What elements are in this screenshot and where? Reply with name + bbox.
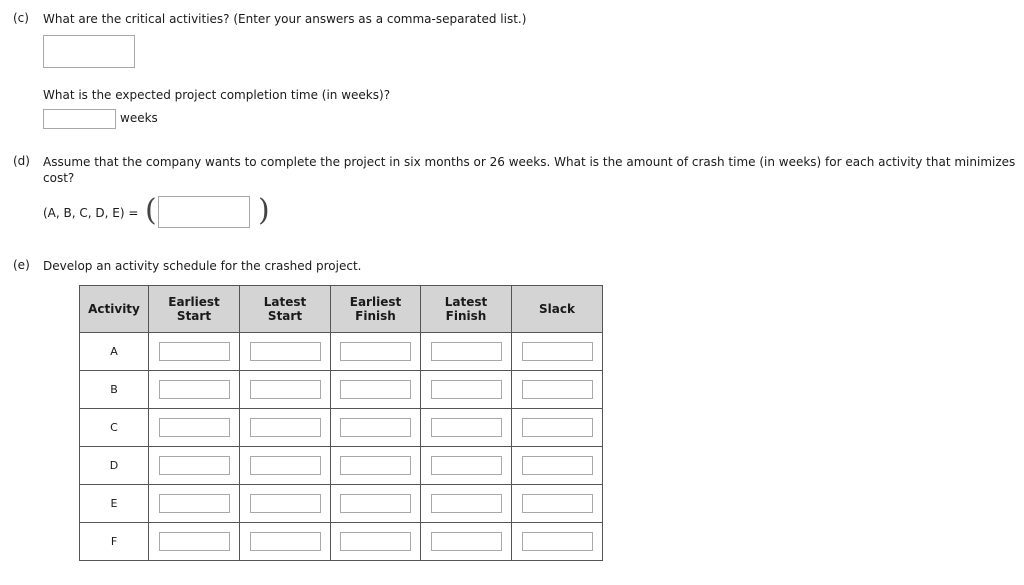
crash-time-question-line2: cost? — [43, 171, 75, 185]
completion-time-input[interactable] — [43, 109, 116, 129]
table-row — [80, 333, 603, 371]
latest-finish-input[interactable] — [431, 456, 502, 475]
earliest-start-input[interactable] — [159, 456, 230, 475]
critical-activities-input[interactable] — [43, 35, 135, 68]
completion-time-question: What is the expected project completion time (in weeks)? — [43, 88, 391, 102]
slack-input[interactable] — [522, 418, 593, 437]
open-paren: ( — [145, 193, 157, 228]
earliest-finish-input[interactable] — [340, 532, 411, 551]
header-earliest-finish: Earliest Finish — [331, 286, 421, 333]
earliest-start-input[interactable] — [159, 342, 230, 361]
table-header-row — [80, 286, 603, 333]
latest-finish-input[interactable] — [431, 380, 502, 399]
latest-finish-input[interactable] — [431, 532, 502, 551]
earliest-start-input[interactable] — [159, 418, 230, 437]
crash-time-question-line1: Assume that the company wants to complete the project in six months or 26 weeks. What is the amount of crash time (in weeks) for each activity that minimizes — [43, 155, 1016, 169]
activity-label: F — [80, 523, 149, 561]
slack-input[interactable] — [522, 380, 593, 399]
table-row — [80, 523, 603, 561]
weeks-unit-label: weeks — [120, 111, 158, 125]
earliest-finish-input[interactable] — [340, 456, 411, 475]
slack-input[interactable] — [522, 342, 593, 361]
earliest-finish-input[interactable] — [340, 380, 411, 399]
latest-finish-input[interactable] — [431, 342, 502, 361]
earliest-start-input[interactable] — [159, 494, 230, 513]
latest-start-input[interactable] — [250, 456, 321, 475]
header-slack: Slack — [512, 286, 603, 333]
table-row — [80, 485, 603, 523]
earliest-finish-input[interactable] — [340, 494, 411, 513]
latest-start-input[interactable] — [250, 380, 321, 399]
activity-label: C — [80, 409, 149, 447]
slack-input[interactable] — [522, 494, 593, 513]
part-e-letter: (e) — [13, 258, 30, 272]
slack-input[interactable] — [522, 532, 593, 551]
part-c-letter: (c) — [13, 11, 29, 25]
table-row — [80, 409, 603, 447]
activity-schedule-table — [79, 285, 603, 561]
header-activity: Activity — [80, 286, 149, 333]
earliest-finish-input[interactable] — [340, 418, 411, 437]
part-d-letter: (d) — [13, 154, 30, 168]
earliest-start-input[interactable] — [159, 380, 230, 399]
header-latest-finish: Latest Finish — [421, 286, 512, 333]
crash-time-input[interactable] — [158, 196, 250, 228]
latest-start-input[interactable] — [250, 494, 321, 513]
table-row — [80, 371, 603, 409]
latest-finish-input[interactable] — [431, 494, 502, 513]
close-paren: ) — [258, 193, 270, 228]
activity-label: D — [80, 447, 149, 485]
earliest-start-input[interactable] — [159, 532, 230, 551]
latest-start-input[interactable] — [250, 532, 321, 551]
latest-finish-input[interactable] — [431, 418, 502, 437]
critical-activities-question: What are the critical activities? (Enter your answers as a comma-separated list.) — [43, 12, 527, 26]
latest-start-input[interactable] — [250, 342, 321, 361]
header-latest-start: Latest Start — [240, 286, 331, 333]
table-row — [80, 447, 603, 485]
crash-time-question — [43, 154, 1018, 186]
vector-label: (A, B, C, D, E) = — [43, 206, 139, 220]
schedule-question: Develop an activity schedule for the crashed project. — [43, 259, 362, 273]
earliest-finish-input[interactable] — [340, 342, 411, 361]
activity-label: B — [80, 371, 149, 409]
activity-label: E — [80, 485, 149, 523]
header-earliest-start: Earliest Start — [149, 286, 240, 333]
slack-input[interactable] — [522, 456, 593, 475]
latest-start-input[interactable] — [250, 418, 321, 437]
activity-label: A — [80, 333, 149, 371]
